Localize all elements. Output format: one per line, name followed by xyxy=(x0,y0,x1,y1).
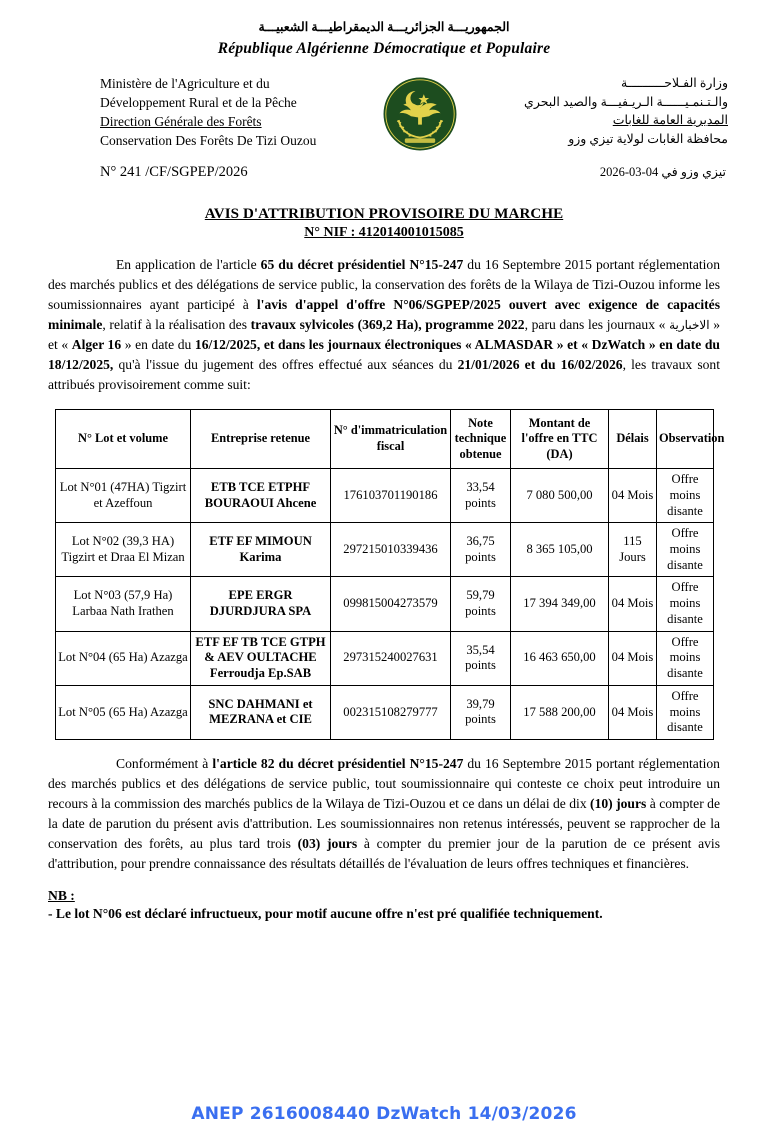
cell-note: 59,79 points xyxy=(451,577,511,631)
cell-lot: Lot N°04 (65 Ha) Azazga xyxy=(56,631,191,685)
cell-nif: 176103701190186 xyxy=(331,469,451,523)
cell-montant: 17 394 349,00 xyxy=(511,577,609,631)
column-header-observation: Observation xyxy=(657,409,714,469)
column-header-note: Note technique obtenue xyxy=(451,409,511,469)
p1-bold-works: travaux sylvicoles (369,2 Ha), programme 2022 xyxy=(250,316,525,332)
p2-bold-three-days: (03) jours xyxy=(297,835,358,851)
p2-part1: Conformément à xyxy=(116,756,213,772)
ministry-block-french xyxy=(100,74,316,151)
table-row xyxy=(56,685,714,739)
national-header-french: République Algérienne Démocratique et Populaire xyxy=(217,39,551,57)
column-header-delais: Délais xyxy=(609,409,657,469)
ministry-block-arabic xyxy=(524,74,728,149)
ministry-fr-line-1: Ministère de l'Agriculture et du xyxy=(100,75,270,91)
cell-note: 33,54 points xyxy=(451,469,511,523)
cell-delais: 04 Mois xyxy=(609,469,657,523)
ministry-ar-line-1: وزارة الفـلاحــــــــــة xyxy=(620,75,728,90)
cell-nif: 297215010339436 xyxy=(331,523,451,577)
cell-lot: Lot N°03 (57,9 Ha) Larbaa Nath Irathen xyxy=(56,577,191,631)
cell-delais: 04 Mois xyxy=(609,685,657,739)
ministry-ar-line-4: محافظة الغابات لولاية تيزي وزو xyxy=(568,132,728,146)
cell-nif: 297315240027631 xyxy=(331,631,451,685)
column-header-nif: N° d'immatriculation fiscal xyxy=(331,409,451,469)
p2-part3: à compter de la date de parution du présent avis d'attribution. Les soumissionnaires non retenus intéressés, peuvent se rapprocher de la conservation des forêts, au plus tard trois xyxy=(48,795,720,851)
cell-entreprise: ETB TCE ETPHF BOURAOUI Ahcene xyxy=(191,469,331,523)
ministry-header-row xyxy=(0,74,768,152)
column-header-entreprise: Entreprise retenue xyxy=(191,409,331,469)
cell-montant: 8 365 105,00 xyxy=(511,523,609,577)
nb-title: NB : xyxy=(48,887,75,903)
ministry-ar-line-3: المديرية العامة للغابات xyxy=(612,113,728,128)
nb-text: - Le lot N°06 est déclaré infructueux, pour motif aucune offre n'est pré qualifiée techniquement. xyxy=(48,905,603,921)
p1-part5: » et « xyxy=(48,316,720,352)
p1-bold-article: 65 du décret présidentiel N°15-247 xyxy=(260,256,464,272)
table-row xyxy=(56,469,714,523)
p2-bold-article: l'article 82 du décret présidentiel N°15-247 xyxy=(212,756,464,772)
p1-bold-alger16: Alger 16 xyxy=(71,336,122,352)
reference-line xyxy=(0,164,768,184)
anep-footer: ANEP 2616008440 DzWatch 14/03/2026 xyxy=(191,1104,577,1124)
award-table xyxy=(55,409,725,741)
cell-nif: 099815004273579 xyxy=(331,577,451,631)
p1-part4: , paru dans les journaux « xyxy=(524,316,670,332)
nb-block xyxy=(48,888,720,922)
cell-entreprise: ETF EF TB TCE GTPH & AEV OULTACHE Ferroudja Ep.SAB xyxy=(191,631,331,685)
p2-part4: à compter du premier jour de la parution de ce présent avis d'attribution, pour prendre connaissance des résultats détaillés de l'évaluation de leurs offres techniques et financières. xyxy=(48,835,720,871)
national-header xyxy=(0,0,768,58)
p1-part7: qu'à l'issue du jugement des offres effectué aux séances du xyxy=(113,356,458,372)
cell-montant: 7 080 500,00 xyxy=(511,469,609,523)
p1-part8: , les travaux sont attribués provisoirement comme suit: xyxy=(48,356,720,392)
cell-observation: Offre moins disante xyxy=(657,523,714,577)
cell-observation: Offre moins disante xyxy=(657,685,714,739)
award-table-container xyxy=(55,409,725,741)
table-row xyxy=(56,523,714,577)
cell-observation: Offre moins disante xyxy=(657,469,714,523)
p1-part3: , relatif à la réalisation des xyxy=(102,316,251,332)
cell-note: 39,79 points xyxy=(451,685,511,739)
p2-bold-ten-days: (10) jours xyxy=(590,795,647,811)
cell-note: 35,54 points xyxy=(451,631,511,685)
cell-nif: 002315108279777 xyxy=(331,685,451,739)
p2-part2: du 16 Septembre 2015 portant réglementation des marchés publics et des délégations de service public, tout soumissionnaire qui conteste ce choix peut introduire un recours à la commission des marchés publics de la Wilaya de Tizi-Ouzou et ce dans un délai de dix xyxy=(48,756,720,811)
column-header-montant: Montant de l'offre en TTC (DA) xyxy=(511,409,609,469)
p1-bold-sessions: 21/01/2026 et du 16/02/2026 xyxy=(457,356,623,372)
ministry-fr-line-4: Conservation Des Forêts De Tizi Ouzou xyxy=(100,133,317,149)
ministry-fr-line-3: Direction Générale des Forêts xyxy=(100,114,262,130)
reference-number: N° 241 /CF/SGPEP/2026 xyxy=(100,163,248,180)
national-header-arabic: الجمهوريـــة الجزائريـــة الديمقراطيـــة الشعبيـــة xyxy=(258,20,510,34)
document-title-text: AVIS D'ATTRIBUTION PROVISOIRE DU MARCHE xyxy=(204,205,564,222)
column-header-lot: N° Lot et volume xyxy=(56,409,191,469)
cell-observation: Offre moins disante xyxy=(657,577,714,631)
document-title xyxy=(0,206,768,223)
table-row xyxy=(56,631,714,685)
cell-delais: 04 Mois xyxy=(609,631,657,685)
cell-note: 36,75 points xyxy=(451,523,511,577)
cell-observation: Offre moins disante xyxy=(657,631,714,685)
p1-bold-dates: 16/12/2025, et dans les journaux électroniques « ALMASDAR » et « DzWatch » en date du 18/12/2025, xyxy=(48,336,720,372)
cell-lot: Lot N°01 (47HA) Tigzirt et Azeffoun xyxy=(56,469,191,523)
table-header-row xyxy=(56,409,714,469)
cell-entreprise: ETF EF MIMOUN Karima xyxy=(191,523,331,577)
algeria-forestry-emblem-icon xyxy=(382,76,458,152)
cell-montant: 16 463 650,00 xyxy=(511,631,609,685)
table-row xyxy=(56,577,714,631)
emblem-container xyxy=(377,74,463,152)
cell-lot: Lot N°02 (39,3 HA) Tigzirt et Draa El Mizan xyxy=(56,523,191,577)
ministry-ar-line-2: والـتـنمـيــــــة الـريـفيـــة والصيد البحري xyxy=(524,94,728,109)
p1-part2: du 16 Septembre 2015 portant réglementation des marchés publics et des délégations de service public, la conservation des forêts de la Wilaya de Tizi-Ouzou informe les soumissionnaires ayant participé à xyxy=(48,256,721,312)
p1-bold-tender: l'avis d'appel d'offre N°06/SGPEP/2025 ouvert avec exigence de capacités minimale xyxy=(48,296,720,332)
document-subtitle xyxy=(0,225,768,241)
nif-number: N° NIF : 412014001015085 xyxy=(304,224,464,240)
paragraph-appeal xyxy=(48,754,720,874)
cell-delais: 115 Jours xyxy=(609,523,657,577)
cell-entreprise: EPE ERGR DJURDJURA SPA xyxy=(191,577,331,631)
p1-part1: En application de l'article xyxy=(116,256,261,272)
cell-entreprise: SNC DAHMANI et MEZRANA et CIE xyxy=(191,685,331,739)
p1-part6: » en date du xyxy=(121,336,195,352)
paragraph-application xyxy=(48,255,720,395)
cell-lot: Lot N°05 (65 Ha) Azazga xyxy=(56,685,191,739)
cell-montant: 17 588 200,00 xyxy=(511,685,609,739)
ministry-fr-line-2: Développement Rural et de la Pêche xyxy=(100,94,297,110)
cell-delais: 04 Mois xyxy=(609,577,657,631)
place-and-date: تيزي وزو في 04-03-2026 xyxy=(599,164,726,179)
p1-arabic-journal: الاخبارية xyxy=(669,317,710,332)
